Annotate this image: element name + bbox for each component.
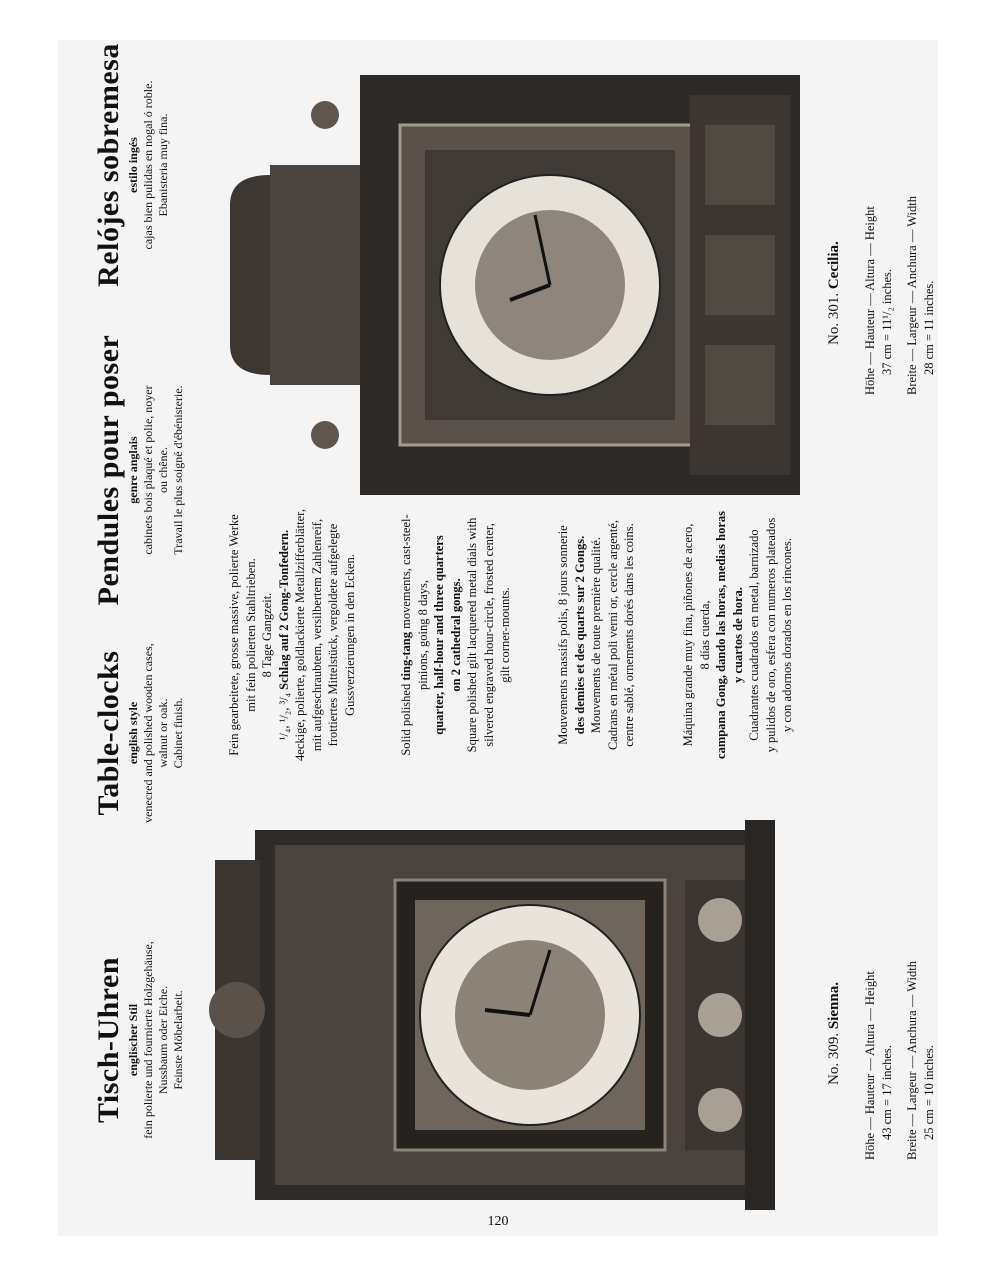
desc-line: Cuadrantes cuadrados en metal, barnizado <box>747 529 761 741</box>
section-line: Ebanisteria muy fina. <box>156 113 170 217</box>
desc-emphasis: des demies et des quarts sur 2 Gongs. <box>572 535 587 735</box>
dim-value: 28 cm = 11 inches. <box>921 280 936 375</box>
section-line: walnut or oak. <box>156 698 170 768</box>
desc-line: y con adornos dorados en los rincones. <box>780 537 794 733</box>
model-dimensions-cecilia <box>862 155 938 395</box>
desc-emphasis: Schlag auf 2 Gong-Tonfedern. <box>276 529 291 690</box>
desc-emphasis: campana Gong, dando las horas, medias horas <box>714 511 728 759</box>
section-header-spanish <box>92 30 171 300</box>
desc-emphasis: ting-tang <box>399 632 413 681</box>
desc-line: gilt corner-mounts. <box>498 587 512 683</box>
desc-line: 4eckige, polierte, goldlackierte Metallzifferblätter, <box>293 509 307 761</box>
model-number: No. 309. <box>826 1032 842 1085</box>
dim-label: Höhe — Hauteur — Altura — Height <box>863 971 877 1160</box>
section-title-spanish: Relójes sobremesa <box>92 43 125 287</box>
desc-line: silvered engraved hour-circle, frosted center, <box>481 523 496 747</box>
section-line: Nussbaum oder Eiche. <box>156 985 170 1095</box>
desc-line: Solid polished <box>399 680 413 756</box>
section-line: fein polierte und fournierte Holzgehäuse, <box>141 941 155 1139</box>
section-title-german: Tisch-Uhren <box>92 956 125 1124</box>
desc-line: 8 días cuerda, <box>697 600 712 670</box>
model-caption-cecilia <box>826 215 843 345</box>
description-french <box>555 500 638 770</box>
model-caption-sienna <box>826 905 843 1085</box>
desc-line: frottiertes Mittelstück, vergoldete aufgelegte <box>326 523 340 747</box>
dim-value: 43 cm = 17 inches. <box>879 1045 894 1140</box>
description-german <box>226 500 358 770</box>
section-line: cajas bien pulidas en nogal ó roble. <box>141 80 155 250</box>
desc-emphasis: quarter, half-hour and three quarters <box>432 535 446 735</box>
desc-line: centre sablé, ornements dorés dans les coins. <box>622 523 636 747</box>
desc-line: Gussverzierungen in den Ecken. <box>342 554 357 716</box>
desc-emphasis: y cuartos de hora. <box>730 587 745 683</box>
model-name: Cecilia. <box>826 241 842 290</box>
section-style-english: english style <box>126 701 140 765</box>
desc-line: Mouvements massifs polis, 8 jours sonnerie <box>556 525 570 745</box>
description-spanish <box>680 500 796 770</box>
section-line: venecred and polished wooden cases, <box>141 643 155 823</box>
clock-illustration-sienna <box>205 800 805 1220</box>
desc-line: mit fein polierten Stahltrieben. <box>243 558 258 712</box>
section-title-english: Table-clocks <box>92 650 125 816</box>
section-header-french <box>92 330 186 610</box>
section-title-french: Pendules pour poser <box>92 334 125 606</box>
desc-line: mit aufgeschraubtem, versilbertem Zahlenreif, <box>309 518 324 752</box>
model-number: No. 301. <box>826 292 842 345</box>
dim-label: Breite — Largeur — Anchura — Width <box>904 196 919 395</box>
desc-line: movements, cast-steel- <box>399 514 413 633</box>
desc-line: Cadrans en métal poli verni or, cercle argenté, <box>605 519 620 751</box>
section-style-spanish: estilo ingés <box>126 137 140 193</box>
section-header-german <box>92 895 186 1185</box>
page-number: 120 <box>487 1214 509 1229</box>
section-line: Feinste Möbelarbeit. <box>171 990 185 1090</box>
description-english <box>398 500 514 770</box>
desc-line: y pulidos de oro, esfera con numeros plateados <box>763 517 778 753</box>
section-line: Cabinet finish. <box>171 697 185 769</box>
dim-value: 25 cm = 10 inches. <box>921 1045 936 1140</box>
section-style-german: englischer Stil <box>126 1003 140 1077</box>
desc-line: Fein gearbeitete, grosse massive, polierte Werke <box>227 514 241 756</box>
desc-line: ¹/₄, ¹/₂, ³/₄ <box>276 689 291 741</box>
desc-line: pinions, going 8 days, <box>415 579 430 691</box>
desc-line: Square polished gilt lacquered metal dials with <box>465 517 479 753</box>
dim-value: 37 cm = 11¹/₂ inches. <box>879 269 894 375</box>
section-style-french: genre anglais <box>126 436 140 504</box>
model-dimensions-sienna <box>862 880 938 1160</box>
dim-label: Breite — Largeur — Anchura — Width <box>904 961 919 1160</box>
dim-label: Höhe — Hauteur — Altura — Height <box>863 206 877 395</box>
model-name: Sienna. <box>826 982 842 1030</box>
desc-emphasis: on 2 cathedral gongs. <box>448 578 463 692</box>
desc-line: Mouvements de toute première qualité. <box>589 536 603 734</box>
section-line: cabinets bois plaqué et polie, noyer <box>141 385 155 555</box>
desc-line: Máquina grande muy fina, piñones de acero, <box>681 523 695 747</box>
section-line: ou chêne. <box>156 447 170 493</box>
desc-line: 8 Tage Gangzeit. <box>260 592 274 678</box>
section-header-english <box>92 588 186 878</box>
clock-illustration-cecilia <box>210 55 810 495</box>
section-line: Travail le plus soigné d'ébénisterie. <box>171 385 185 555</box>
